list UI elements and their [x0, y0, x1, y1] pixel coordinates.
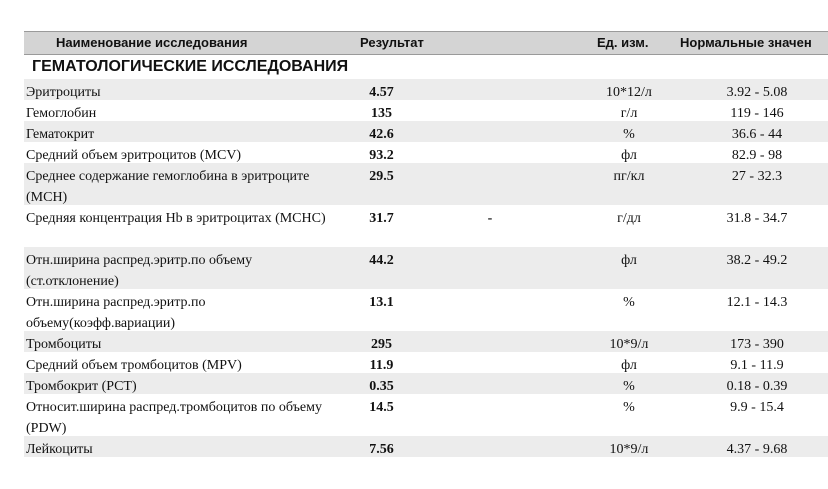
table-row — [24, 373, 828, 394]
table-row — [24, 79, 828, 100]
table-row — [24, 247, 828, 289]
table-row — [24, 121, 828, 142]
test-unit: 10*9/л — [609, 442, 649, 457]
test-result: 0.35 — [369, 379, 394, 394]
test-unit: фл — [621, 148, 637, 163]
test-result: 93.2 — [369, 148, 394, 163]
test-unit: % — [623, 400, 635, 415]
reference-range: 119 - 146 — [730, 106, 784, 121]
test-name: Отн.ширина распред.эритр.по объему (ст.отклонение) — [26, 253, 253, 289]
column-header-name: Наименование исследования — [56, 35, 248, 50]
test-result: 135 — [371, 106, 392, 121]
test-name: Среднее содержание гемоглобина в эритроците (MCH) — [26, 169, 310, 205]
reference-range: 9.1 - 11.9 — [730, 358, 784, 373]
lab-results-table — [24, 31, 828, 457]
test-name: Средний объем эритроцитов (MCV) — [26, 148, 242, 163]
test-result: 295 — [371, 337, 392, 352]
column-header-unit: Ед. изм. — [597, 35, 649, 50]
test-unit: 10*12/л — [606, 85, 652, 100]
test-unit: г/дл — [617, 211, 641, 226]
column-header-norm: Нормальные значен — [680, 35, 812, 50]
test-name: Гемоглобин — [26, 106, 97, 121]
test-name: Лейкоциты — [26, 442, 93, 457]
test-unit: % — [623, 295, 635, 310]
test-name: Средний объем тромбоцитов (MPV) — [26, 358, 242, 373]
table-row — [24, 394, 828, 436]
test-result: 29.5 — [369, 169, 394, 184]
reference-range: 36.6 - 44 — [731, 127, 783, 142]
table-row — [24, 142, 828, 163]
reference-range: 12.1 - 14.3 — [726, 295, 788, 310]
test-result: 14.5 — [369, 400, 394, 415]
test-unit: фл — [621, 358, 637, 373]
table-row — [24, 205, 828, 247]
test-unit: 10*9/л — [609, 337, 649, 352]
test-name: Тромбокрит (PCT) — [26, 379, 137, 394]
test-unit: фл — [621, 253, 637, 268]
table-row — [24, 289, 828, 331]
test-unit: г/л — [620, 106, 638, 121]
table-row — [24, 100, 828, 121]
table-row — [24, 331, 828, 352]
test-name: Отн.ширина распред.эритр.по объему(коэфф.вариации) — [26, 295, 206, 331]
test-result: 11.9 — [369, 358, 394, 373]
test-name: Гематокрит — [26, 127, 95, 142]
test-unit: пг/кл — [613, 169, 645, 184]
test-name: Средняя концентрация Hb в эритроцитах (MCHC) — [26, 211, 326, 226]
test-unit: % — [623, 379, 635, 394]
table-row — [24, 352, 828, 373]
column-header-result: Результат — [360, 35, 424, 50]
test-name: Относит.ширина распред.тромбоцитов по объему (PDW) — [26, 400, 322, 436]
result-flag: - — [487, 211, 493, 226]
table-row — [24, 436, 828, 457]
test-result: 13.1 — [369, 295, 394, 310]
test-name: Тромбоциты — [26, 337, 102, 352]
reference-range: 0.18 - 0.39 — [726, 379, 788, 394]
test-unit: % — [623, 127, 635, 142]
table-header — [24, 31, 828, 55]
test-result: 44.2 — [369, 253, 394, 268]
reference-range: 27 - 32.3 — [731, 169, 783, 184]
section-title: ГЕМАТОЛОГИЧЕСКИЕ ИССЛЕДОВАНИЯ — [32, 58, 349, 75]
reference-range: 9.9 - 15.4 — [730, 400, 784, 415]
reference-range: 38.2 - 49.2 — [726, 253, 788, 268]
reference-range: 82.9 - 98 — [731, 148, 783, 163]
reference-range: 3.92 - 5.08 — [726, 85, 788, 100]
test-name: Эритроциты — [26, 85, 101, 100]
table-row — [24, 163, 828, 205]
reference-range: 173 - 390 — [730, 337, 784, 352]
reference-range: 31.8 - 34.7 — [726, 211, 788, 226]
test-result: 42.6 — [369, 127, 394, 142]
test-result: 7.56 — [369, 442, 394, 457]
test-result: 4.57 — [369, 85, 394, 100]
reference-range: 4.37 - 9.68 — [726, 442, 788, 457]
test-result: 31.7 — [369, 211, 394, 226]
